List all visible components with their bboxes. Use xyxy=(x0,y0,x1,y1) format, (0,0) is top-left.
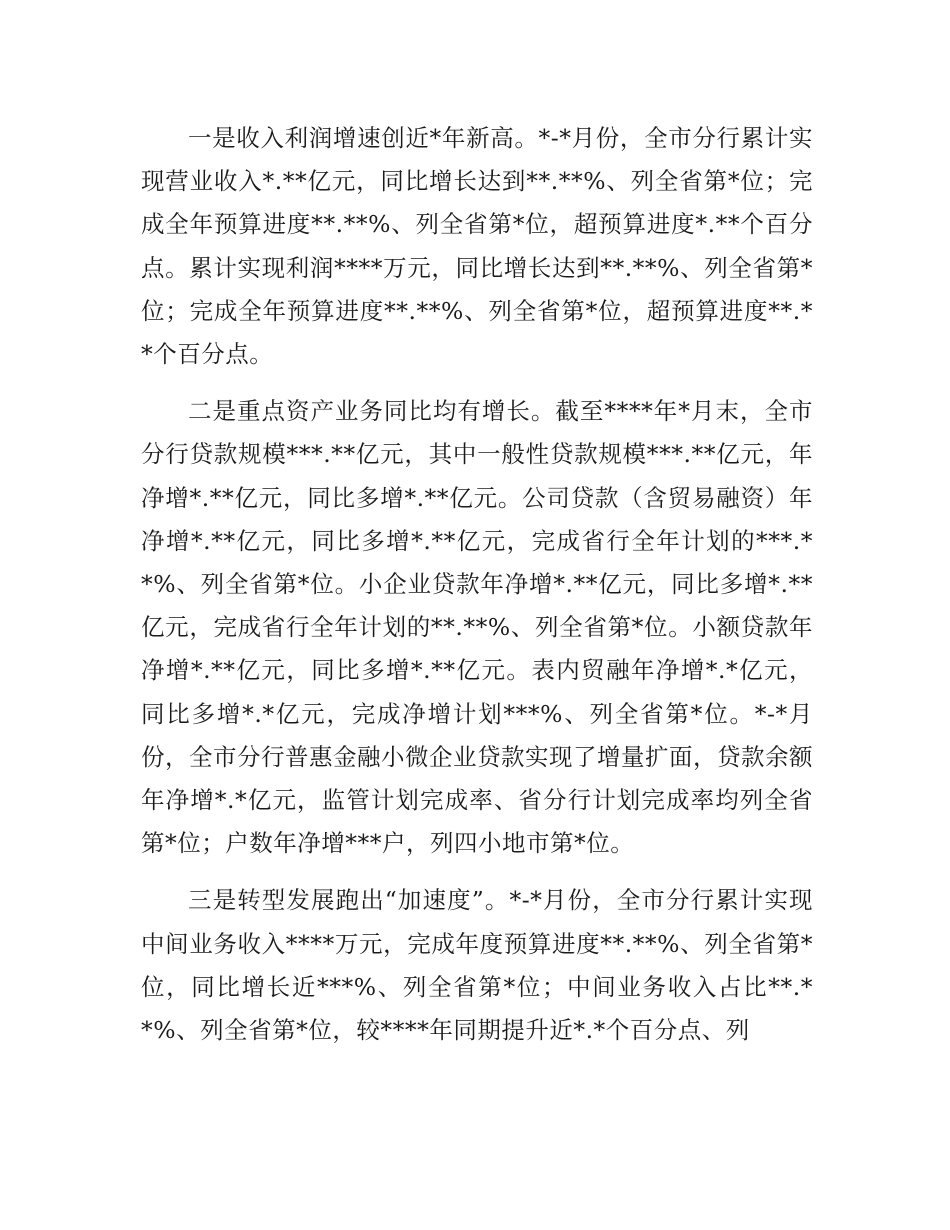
paragraph-key-assets: 二是重点资产业务同比均有增长。截至****年*月末，全市分行贷款规模***.**亿元，其中一般性贷款规模***.**亿元，年净增*.**亿元，同比多增*.**亿元。公司贷款（含贸易融资）年净增*.**亿元，同比多增*.**亿元，完成省行全年计划的***.**%、列全省第*位。小企业贷款年净增*.**亿元，同比多增*.**亿元，完成省行全年计划的**.**%、列全省第*位。小额贷款年净增*.**亿元，同比多增*.**亿元。表内贸融年净增*.*亿元，同比多增*.*亿元，完成净增计划***%、列全省第*位。*-*月份，全市分行普惠金融小微企业贷款实现了增量扩面，贷款余额年净增*.*亿元，监管计划完成率、省分行计划完成率均列全省第*位；户数年净增***户，列四小地市第*位。 xyxy=(141,397,813,858)
document-body xyxy=(141,117,813,1066)
paragraph-income-profit: 一是收入利润增速创近*年新高。*-*月份，全市分行累计实现营业收入*.**亿元，同比增长达到**.**%、列全省第*位；完成全年预算进度**.**%、列全省第*位，超预算进度*.**个百分点。累计实现利润****万元，同比增长达到**.**%、列全省第*位；完成全年预算进度**.**%、列全省第*位，超预算进度**.**个百分点。 xyxy=(141,124,813,369)
paragraph-transformation: 三是转型发展跑出“加速度”。*-*月份，全市分行累计实现中间业务收入****万元，完成年度预算进度**.**%、列全省第*位，同比增长近***%、列全省第*位；中间业务收入占比**.**%、列全省第*位，较****年同期提升近*.*个百分点、列 xyxy=(141,886,813,1045)
